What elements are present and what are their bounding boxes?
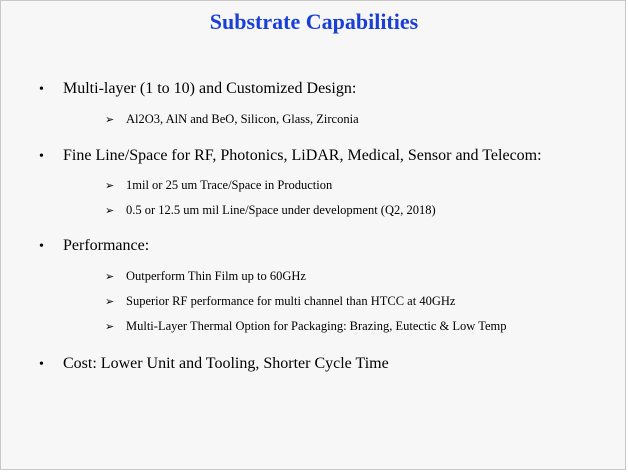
sub-item-materials [105, 112, 359, 127]
sub-item-text: 1mil or 25 um Trace/Space in Production [126, 178, 333, 192]
bullet-cost [39, 355, 389, 374]
bullet-text: Fine Line/Space for RF, Photonics, LiDAR, Medical, Sensor and Telecom: [63, 147, 542, 164]
bullet-icon: • [39, 239, 44, 254]
bullet-text: Performance: [63, 237, 150, 254]
bullet-icon: • [39, 357, 44, 372]
sub-item-thin-film [105, 269, 306, 284]
sub-item-production [105, 178, 332, 193]
arrow-bullet-icon: ➢ [105, 321, 115, 333]
sub-item-text: 0.5 or 12.5 um mil Line/Space under development (Q2, 2018) [126, 203, 436, 217]
sub-item-text: Outperform Thin Film up to 60GHz [126, 269, 306, 283]
bullet-multilayer [39, 80, 356, 99]
bullet-icon: • [39, 82, 44, 97]
bullet-icon: • [39, 149, 44, 164]
bullet-text: Multi-layer (1 to 10) and Customized Design: [63, 80, 357, 97]
arrow-bullet-icon: ➢ [105, 296, 115, 308]
bullet-performance [39, 237, 149, 256]
sub-item-text: Superior RF performance for multi channel than HTCC at 40GHz [126, 294, 456, 308]
arrow-bullet-icon: ➢ [105, 114, 115, 126]
arrow-bullet-icon: ➢ [105, 271, 115, 283]
bullet-text: Cost: Lower Unit and Tooling, Shorter Cycle Time [63, 355, 389, 372]
sub-item-rf-performance [105, 294, 455, 309]
sub-item-text: Al2O3, AlN and BeO, Silicon, Glass, Zirconia [126, 112, 359, 126]
bullet-fine-line [39, 147, 542, 166]
sub-item-thermal [105, 319, 507, 334]
slide-title: Substrate Capabilities [209, 9, 419, 34]
sub-item-development [105, 203, 436, 218]
arrow-bullet-icon: ➢ [105, 180, 115, 192]
arrow-bullet-icon: ➢ [105, 205, 115, 217]
sub-item-text: Multi-Layer Thermal Option for Packaging: Brazing, Eutectic & Low Temp [126, 319, 507, 333]
